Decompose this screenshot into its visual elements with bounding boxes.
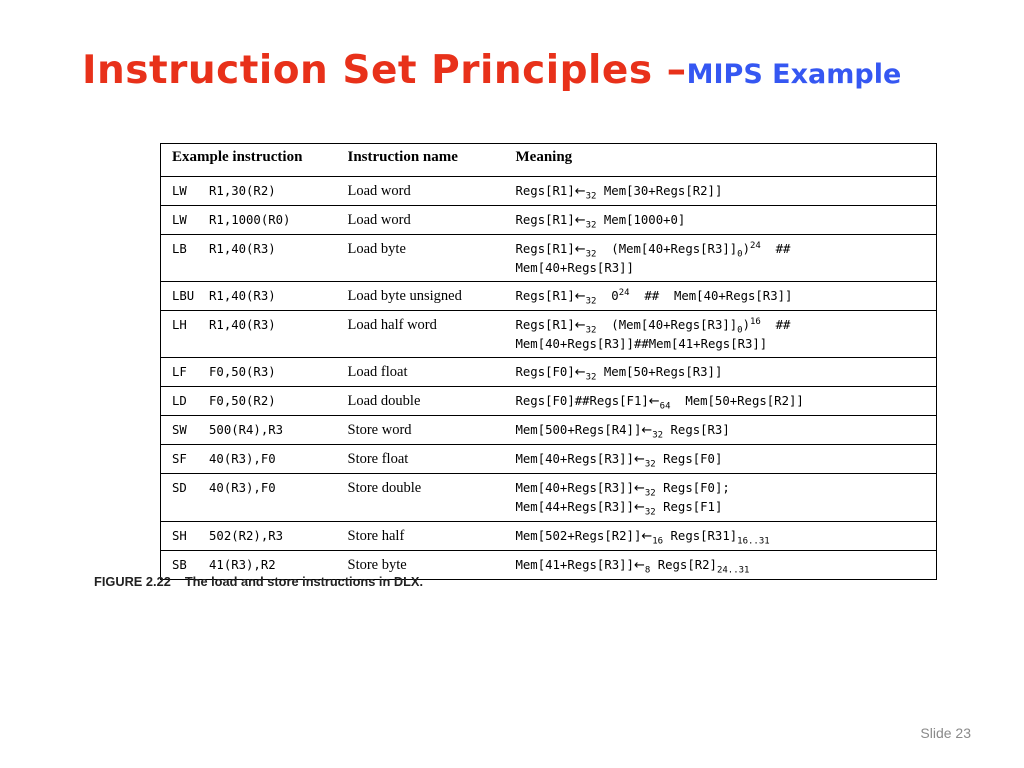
meaning-text: Regs[R1]: [515, 184, 575, 198]
meaning-text: Mem[40+Regs[R3]]: [515, 261, 634, 275]
meaning-text: Regs[R3]: [663, 423, 730, 437]
meaning-line: [516, 392, 927, 411]
left-arrow-icon: ←: [633, 481, 645, 496]
example-instruction-cell: LD F0,50(R2): [161, 387, 337, 416]
table-row: [161, 416, 937, 445]
instruction-name-cell: Load word: [347, 183, 411, 199]
instruction-name-cell: Store word: [337, 416, 505, 445]
header-meaning: Meaning: [505, 144, 937, 177]
instruction-name-cell: Store float: [337, 445, 505, 474]
meaning-cell: [505, 416, 937, 445]
instruction-name-cell: Store half: [337, 522, 505, 551]
left-arrow-icon: ←: [633, 500, 645, 515]
header-instruction-name: Instruction name: [337, 144, 505, 177]
meaning-line: [516, 479, 927, 498]
meaning-cell: [505, 235, 937, 282]
meaning-text: ##: [760, 242, 791, 256]
meaning-line: [516, 316, 927, 335]
meaning-text: (Mem[40+Regs[R3]]: [596, 318, 738, 332]
meaning-text: ##: [760, 318, 791, 332]
left-arrow-icon: ←: [574, 365, 586, 380]
bit-width-subscript: 32: [644, 507, 656, 518]
example-instruction-cell: LW R1,30(R2): [172, 184, 276, 198]
meaning-line: [516, 259, 927, 277]
meaning-text: Mem[50+Regs[R2]]: [670, 394, 804, 408]
meaning-text: Regs[F0]##Regs[F1]: [515, 394, 649, 408]
meaning-text: Mem[30+Regs[R2]]: [596, 184, 723, 198]
bit-width-subscript: 32: [585, 191, 597, 202]
figure-number: FIGURE 2.22: [94, 574, 171, 589]
bit-width-subscript: 16: [652, 536, 664, 547]
bit-width-subscript: 24..31: [716, 565, 750, 576]
left-arrow-icon: ←: [574, 184, 586, 199]
table-row: [161, 206, 937, 235]
meaning-line: [516, 421, 927, 440]
example-instruction-cell: LW R1,1000(R0): [161, 206, 337, 235]
header-example-instruction: Example instruction: [161, 144, 337, 177]
title-sub: MIPS Example: [686, 59, 902, 90]
bit-width-subscript: 32: [585, 220, 597, 231]
meaning-cell: [505, 474, 937, 522]
meaning-line: [516, 363, 927, 382]
table-row: [161, 177, 937, 206]
bit-width-subscript: 32: [585, 325, 597, 336]
meaning-text: Mem[40+Regs[R3]]##Mem[41+Regs[R3]]: [515, 337, 768, 351]
table-row: [161, 282, 937, 311]
meaning-line: [516, 450, 927, 469]
bit-width-subscript: 32: [585, 296, 597, 307]
instruction-table: [160, 143, 937, 580]
left-arrow-icon: ←: [641, 423, 653, 438]
bit-width-subscript: 0: [737, 325, 743, 336]
example-instruction-cell: SB 41(R3),R2: [161, 551, 337, 580]
meaning-text: (Mem[40+Regs[R3]]: [596, 242, 738, 256]
meaning-line: [516, 498, 927, 517]
meaning-text: Regs[F0]: [515, 365, 575, 379]
replication-superscript: 24: [749, 240, 761, 251]
table-row: [161, 358, 937, 387]
left-arrow-icon: ←: [648, 394, 660, 409]
table-row: [161, 387, 937, 416]
meaning-text: Mem[502+Regs[R2]]: [515, 529, 642, 543]
meaning-text: Mem[44+Regs[R3]]: [515, 500, 634, 514]
instruction-name-cell: Load half word: [337, 311, 505, 358]
meaning-text: Regs[R31]: [663, 529, 738, 543]
meaning-line: [516, 556, 927, 575]
bit-width-subscript: 32: [644, 459, 656, 470]
meaning-cell: [505, 358, 937, 387]
bit-width-subscript: 32: [585, 372, 597, 383]
meaning-text: Mem[40+Regs[R3]]: [515, 452, 634, 466]
meaning-cell: [505, 445, 937, 474]
left-arrow-icon: ←: [574, 242, 586, 257]
meaning-line: [516, 211, 927, 230]
slide-title: [82, 48, 901, 93]
left-arrow-icon: ←: [641, 529, 653, 544]
instruction-name-cell: Load double: [337, 387, 505, 416]
table-row: [161, 235, 937, 282]
bit-width-subscript: 64: [659, 401, 671, 412]
meaning-text: Mem[1000+0]: [596, 213, 686, 227]
meaning-text: ): [742, 318, 750, 332]
left-arrow-icon: ←: [574, 213, 586, 228]
meaning-text: Mem[50+Regs[R3]]: [596, 365, 723, 379]
slide-number: Slide 23: [920, 725, 971, 741]
bit-width-subscript: 8: [644, 565, 651, 576]
meaning-text: Regs[R1]: [515, 289, 575, 303]
table-row: [161, 474, 937, 522]
instruction-name-cell: Store double: [337, 474, 505, 522]
table-row: [161, 445, 937, 474]
bit-width-subscript: 0: [737, 249, 743, 260]
replication-superscript: 24: [618, 287, 630, 298]
meaning-line: [516, 335, 927, 353]
meaning-text: Regs[R2]: [650, 558, 717, 572]
meaning-text: Mem[40+Regs[R3]]: [515, 481, 634, 495]
figure-caption: [94, 574, 423, 589]
bit-width-subscript: 32: [652, 430, 664, 441]
meaning-text: Regs[F1]: [655, 500, 723, 514]
meaning-line: [516, 287, 927, 306]
left-arrow-icon: ←: [574, 318, 586, 333]
meaning-cell: [505, 282, 937, 311]
example-instruction-cell: SW 500(R4),R3: [161, 416, 337, 445]
instruction-name-cell: Store byte: [337, 551, 505, 580]
table-row: [161, 311, 937, 358]
title-main: Instruction Set Principles –: [82, 48, 687, 93]
instruction-name-cell: Load float: [337, 358, 505, 387]
figure-caption-text: The load and store instructions in DLX.: [184, 574, 423, 589]
example-instruction-cell: LF F0,50(R3): [161, 358, 337, 387]
meaning-text: Regs[F0]: [655, 452, 723, 466]
meaning-text: Regs[F0];: [655, 481, 730, 495]
table-header-row: [161, 144, 937, 177]
meaning-cell: [505, 206, 937, 235]
meaning-text: Mem[41+Regs[R3]]: [515, 558, 634, 572]
example-instruction-cell: LB R1,40(R3): [161, 235, 337, 282]
left-arrow-icon: ←: [633, 452, 645, 467]
bit-width-subscript: 32: [644, 488, 656, 499]
meaning-text: Mem[500+Regs[R4]]: [515, 423, 642, 437]
meaning-cell: [505, 551, 937, 580]
bit-width-subscript: 16..31: [737, 536, 770, 547]
meaning-text: Regs[R1]: [515, 242, 575, 256]
example-instruction-cell: SD 40(R3),F0: [161, 474, 337, 522]
table-row: [161, 522, 937, 551]
example-instruction-cell: LBU R1,40(R3): [161, 282, 337, 311]
meaning-line: [516, 527, 927, 546]
instruction-name-cell: Load word: [337, 206, 505, 235]
meaning-text: ): [742, 242, 750, 256]
example-instruction-cell: LH R1,40(R3): [161, 311, 337, 358]
example-instruction-cell: SF 40(R3),F0: [161, 445, 337, 474]
meaning-line: [516, 182, 927, 201]
replication-superscript: 16: [749, 316, 761, 327]
meaning-text: 0: [596, 289, 619, 303]
meaning-cell: [505, 387, 937, 416]
instruction-name-cell: Load byte unsigned: [337, 282, 505, 311]
left-arrow-icon: ←: [574, 289, 586, 304]
meaning-cell: [505, 177, 937, 206]
example-instruction-cell: SH 502(R2),R3: [161, 522, 337, 551]
meaning-cell: [505, 522, 937, 551]
instruction-name-cell: Load byte: [337, 235, 505, 282]
left-arrow-icon: ←: [633, 558, 645, 573]
bit-width-subscript: 32: [585, 249, 597, 260]
meaning-cell: [505, 311, 937, 358]
meaning-text: Regs[R1]: [515, 213, 575, 227]
meaning-text: Regs[R1]: [515, 318, 575, 332]
meaning-text: ## Mem[40+Regs[R3]]: [629, 289, 793, 303]
meaning-line: [516, 240, 927, 259]
